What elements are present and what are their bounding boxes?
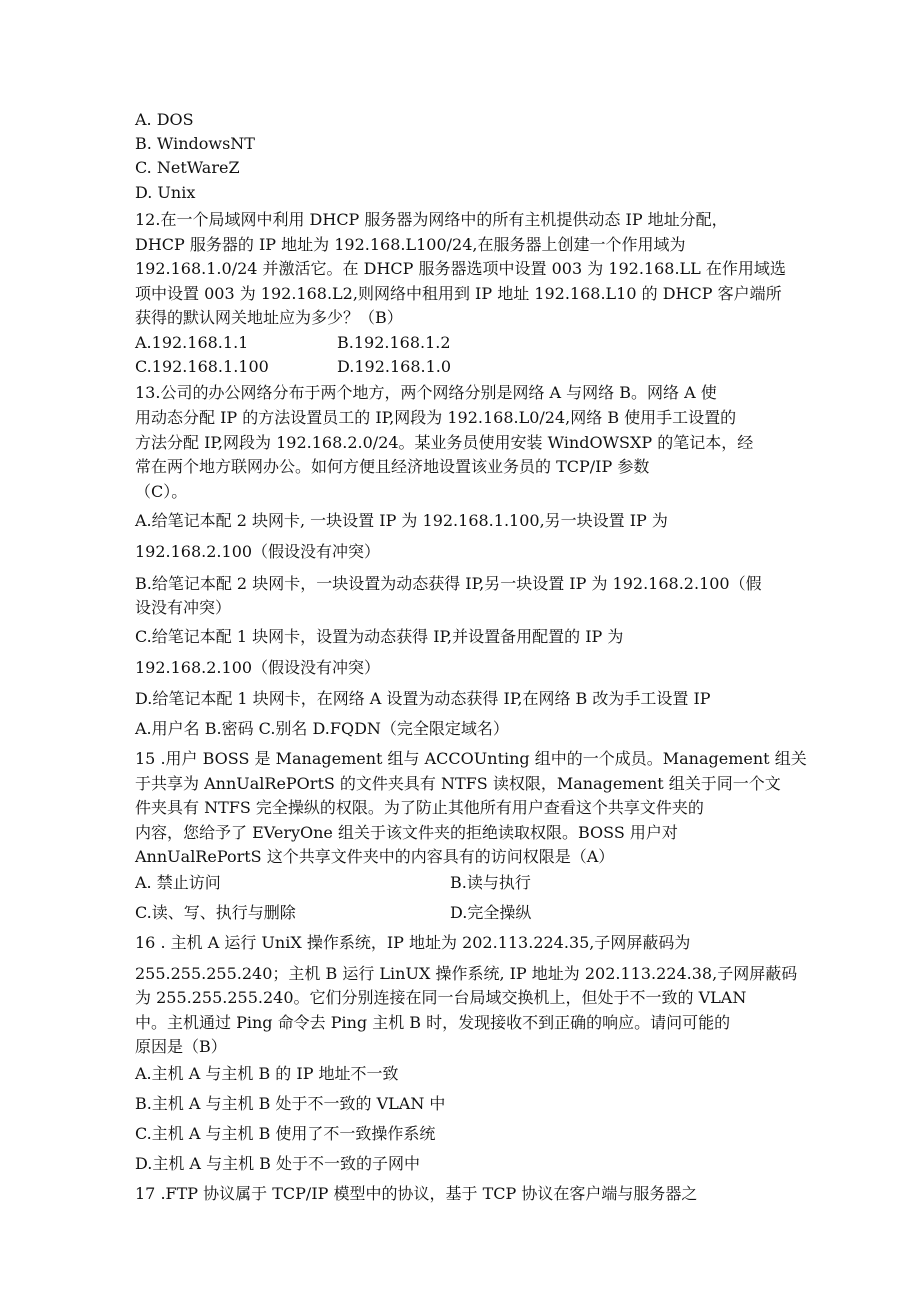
q13-option-b: B.给笔记本配 2 块网卡，一块设置为动态获得 IP,另一块设置 IP 为 192.168.2.100（假 [135, 574, 762, 593]
q12-text-line: DHCP 服务器的 IP 地址为 192.168.L100/24,在服务器上创建一个作用域为 [135, 235, 686, 254]
q15-option-c: C.读、写、执行与删除 [135, 903, 296, 922]
q13-option-a-cont: 192.168.2.100（假设没有冲突） [135, 542, 381, 561]
q16-option-b: B.主机 A 与主机 B 处于不一致的 VLAN 中 [135, 1094, 446, 1113]
q11-option-c: C. NetWareZ [135, 158, 240, 177]
q13-text-line: 13.公司的办公网络分布于两个地方，两个网络分别是网络 A 与网络 B。网络 A 使 [135, 383, 717, 402]
q12-option-c: C.192.168.1.100 [135, 357, 269, 376]
q16-text-line: 中。主机通过 Ping 命令去 Ping 主机 B 时，发现接收不到正确的响应。请问可能的 [135, 1013, 731, 1032]
q11-option-a: A. DOS [135, 110, 194, 129]
q12-text-line: 获得的默认网关地址应为多少？（B） [135, 308, 403, 327]
q14-options: A.用户名 B.密码 C.别名 D.FQDN（完全限定域名） [135, 719, 509, 738]
q13-text-line: 用动态分配 IP 的方法设置员工的 IP,网段为 192.168.L0/24,网络 B 使用手工设置的 [135, 408, 737, 427]
q16-text-line: 255.255.255.240；主机 B 运行 LinUX 操作系统, IP 地址为 202.113.224.38,子网屏蔽码 [135, 964, 798, 983]
q16-option-c: C.主机 A 与主机 B 使用了不一致操作系统 [135, 1124, 436, 1143]
q15-option-a: A. 禁止访问 [135, 873, 221, 892]
q16-text-line: 原因是（B） [135, 1037, 227, 1056]
q13-option-b-cont: 设没有冲突） [135, 598, 232, 617]
q13-option-d: D.给笔记本配 1 块网卡，在网络 A 设置为动态获得 IP,在网络 B 改为手工设置 IP [135, 689, 711, 708]
q12-option-b: B.192.168.1.2 [337, 333, 451, 352]
q16-text-line: 为 255.255.255.240。它们分别连接在同一台局域交换机上，但处于不一致的 VLAN [135, 988, 747, 1007]
q15-text-line: 件夹具有 NTFS 完全操纵的权限。为了防止其他所有用户查看这个共享文件夹的 [135, 798, 704, 817]
q15-text-line: 内容，您给予了 EVeryOne 组关于该文件夹的拒绝读取权限。BOSS 用户对 [135, 823, 678, 842]
q13-text-line: （C）。 [135, 482, 188, 501]
q15-text-line: 15 .用户 BOSS 是 Management 组与 ACCOUnting 组中的一个成员。Management 组关 [135, 749, 807, 768]
q16-option-d: D.主机 A 与主机 B 处于不一致的子网中 [135, 1154, 421, 1173]
q12-option-d: D.192.168.1.0 [337, 357, 452, 376]
q13-option-c-cont: 192.168.2.100（假设没有冲突） [135, 658, 381, 677]
q12-text-line: 12.在一个局域网中利用 DHCP 服务器为网络中的所有主机提供动态 IP 地址分配， [135, 210, 728, 229]
q13-text-line: 方法分配 IP,网段为 192.168.2.0/24。某业务员使用安装 WindOWSXP 的笔记本，经 [135, 433, 754, 452]
q15-option-d: D.完全操纵 [450, 903, 532, 922]
q17-text-line: 17 .FTP 协议属于 TCP/IP 模型中的协议，基于 TCP 协议在客户端与服务器之 [135, 1184, 698, 1203]
q11-option-d: D. Unix [135, 183, 196, 202]
q15-text-line: 于共享为 AnnUalRePOrtS 的文件夹具有 NTFS 读权限，Management 组关于同一个文 [135, 774, 781, 793]
q16-option-a: A.主机 A 与主机 B 的 IP 地址不一致 [135, 1064, 399, 1083]
q12-text-line: 项中设置 003 为 192.168.L2,则网络中租用到 IP 地址 192.168.L10 的 DHCP 客户端所 [135, 284, 782, 303]
q11-option-b: B. WindowsNT [135, 134, 255, 153]
q16-text-line: 16 . 主机 A 运行 UniX 操作系统，IP 地址为 202.113.224.35,子网屏蔽码为 [135, 933, 691, 952]
q13-option-c: C.给笔记本配 1 块网卡，设置为动态获得 IP,并设置备用配置的 IP 为 [135, 627, 624, 646]
q13-text-line: 常在两个地方联网办公。如何方便且经济地设置该业务员的 TCP/IP 参数 [135, 457, 650, 476]
q12-text-line: 192.168.1.0/24 并激活它。在 DHCP 服务器选项中设置 003 为 192.168.LL 在作用域选 [135, 259, 786, 278]
q12-option-a: A.192.168.1.1 [135, 333, 249, 352]
q13-option-a: A.给笔记本配 2 块网卡, 一块设置 IP 为 192.168.1.100,另一块设置 IP 为 [135, 511, 668, 530]
q15-option-b: B.读与执行 [450, 873, 531, 892]
q15-text-line: AnnUalRePortS 这个共享文件夹中的内容具有的访问权限是（A） [135, 847, 615, 866]
